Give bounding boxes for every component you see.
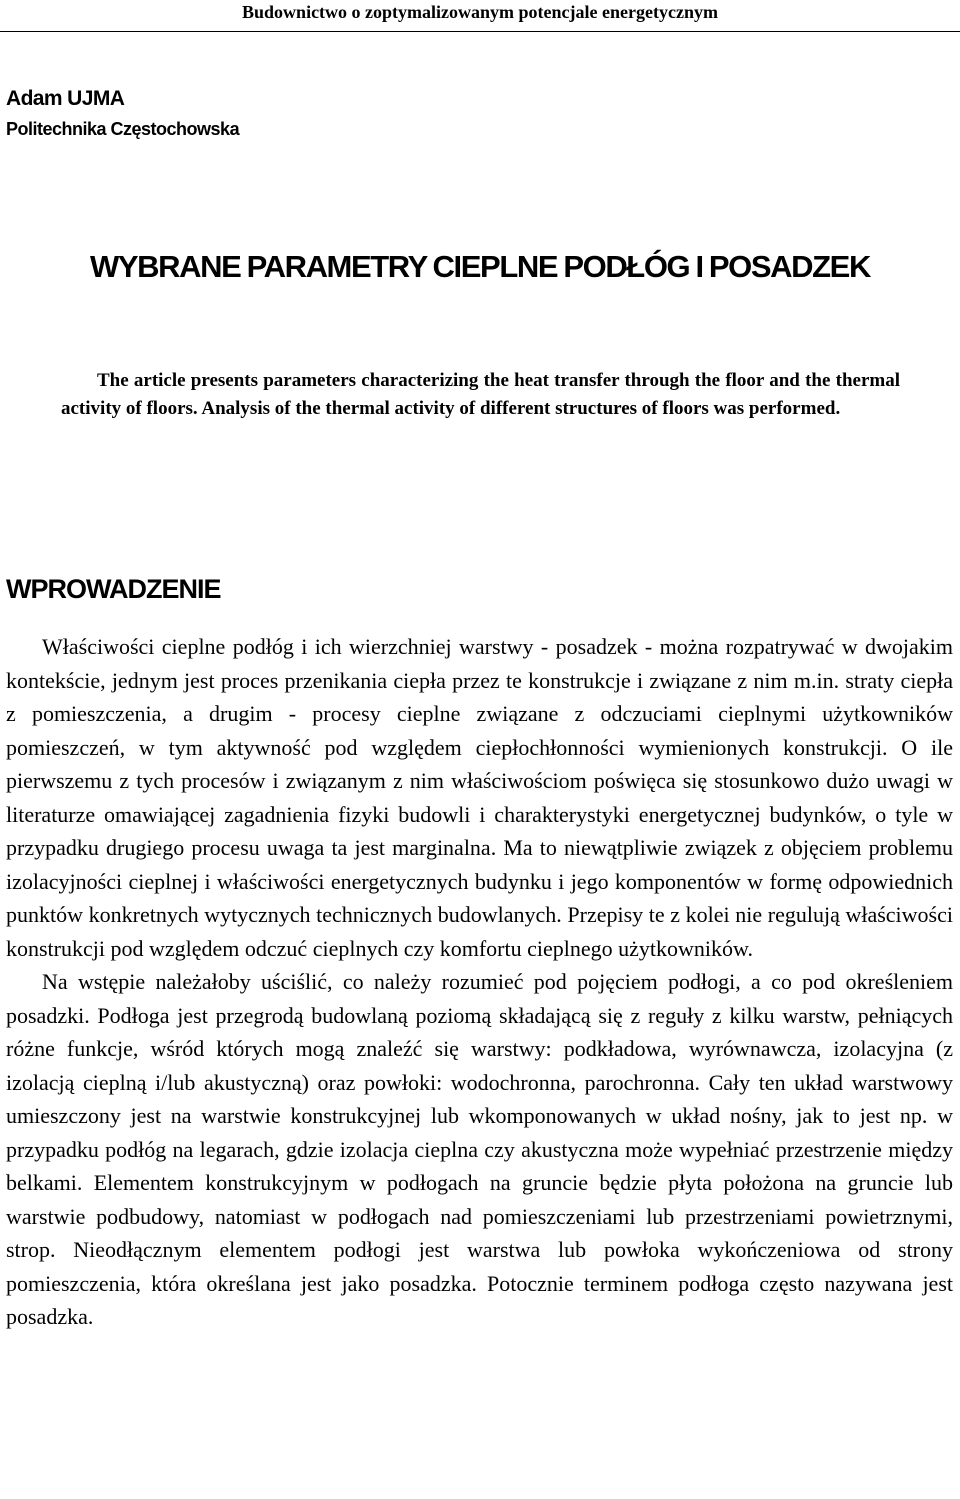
article-title: WYBRANE PARAMETRY CIEPLNE PODŁÓG I POSADZEK: [90, 249, 870, 284]
paragraph: Właściwości cieplne podłóg i ich wierzchniej warstwy - posadzek - można rozpatrywać w dwojakim kontekście, jednym jest proces przenikania ciepła przez te konstrukcje i związane z nim m.in. straty ciepła z pomieszczenia, a drugim - procesy cieplne związane z odczuciami cieplnymi użytkowników pomieszczeń, w tym aktywność pod względem ciepłochłonności wymienionych konstrukcji. O ile pierwszemu z tych procesów i związanym z nim właściwościom poświęca się stosunkowo dużo uwagi w literaturze omawiającej zagadnienia fizyki budowli i charakterystyki energetycznej budynków, o tyle w przypadku drugiego procesu uwaga ta jest marginalna. Ma to niewątpliwie związek z objęciem problemu izolacyjności cieplnej i właściwości energetycznych budynku i jego komponentów w formę odpowiednich punktów konkretnych wytycznych technicznych budowlanych. Przepisy te z kolei nie regulują właściwości konstrukcji pod względem odczuć cieplnych czy komfortu cieplnego użytkowników.: [6, 634, 953, 961]
running-header: Budownictwo o zoptymalizowanym potencjale energetycznym: [242, 2, 718, 22]
section-heading: WPROWADZENIE: [6, 574, 221, 604]
author-affiliation: Politechnika Częstochowska: [6, 119, 240, 139]
author-name: Adam UJMA: [6, 87, 125, 110]
paragraph: Na wstępie należałoby uściślić, co należy rozumieć pod pojęciem podłogi, a co pod określeniem posadzki. Podłoga jest przegrodą budowlaną poziomą składającą się z reguły z kilku warstw, pełniących różne funkcje, wśród których mogą znaleźć się warstwy: podkładowa, wyrównawcza, izolacyjna (z izolacją cieplną i/lub akustyczną) oraz powłoki: wodochronna, parochronna. Cały ten układ warstwowy umieszczony jest na warstwie konstrukcyjnej lub wkomponowanych w układ nośny, jak to jest np. w przypadku podłóg na legarach, gdzie izolacja cieplna czy akustyczna może wypełniać przestrzenie między belkami. Elementem konstrukcyjnym w podłogach na gruncie będzie płyta położona na gruncie lub warstwie podbudowy, natomiast w podłogach nad pomieszczeniami lub przestrzeniami powietrznymi, strop. Nieodłącznym elementem podłogi jest warstwa lub powłoka wykończeniowa od strony pomieszczenia, która określana jest jako posadzka. Potocznie terminem podłoga często nazywana jest posadzka.: [6, 969, 953, 1329]
abstract: The article presents parameters characterizing the heat transfer through the floor and the thermal activity of floors. Analysis of the thermal activity of different structures of floors was performed.: [61, 370, 900, 419]
body-text: [6, 630, 953, 1334]
header-divider: [0, 31, 960, 32]
